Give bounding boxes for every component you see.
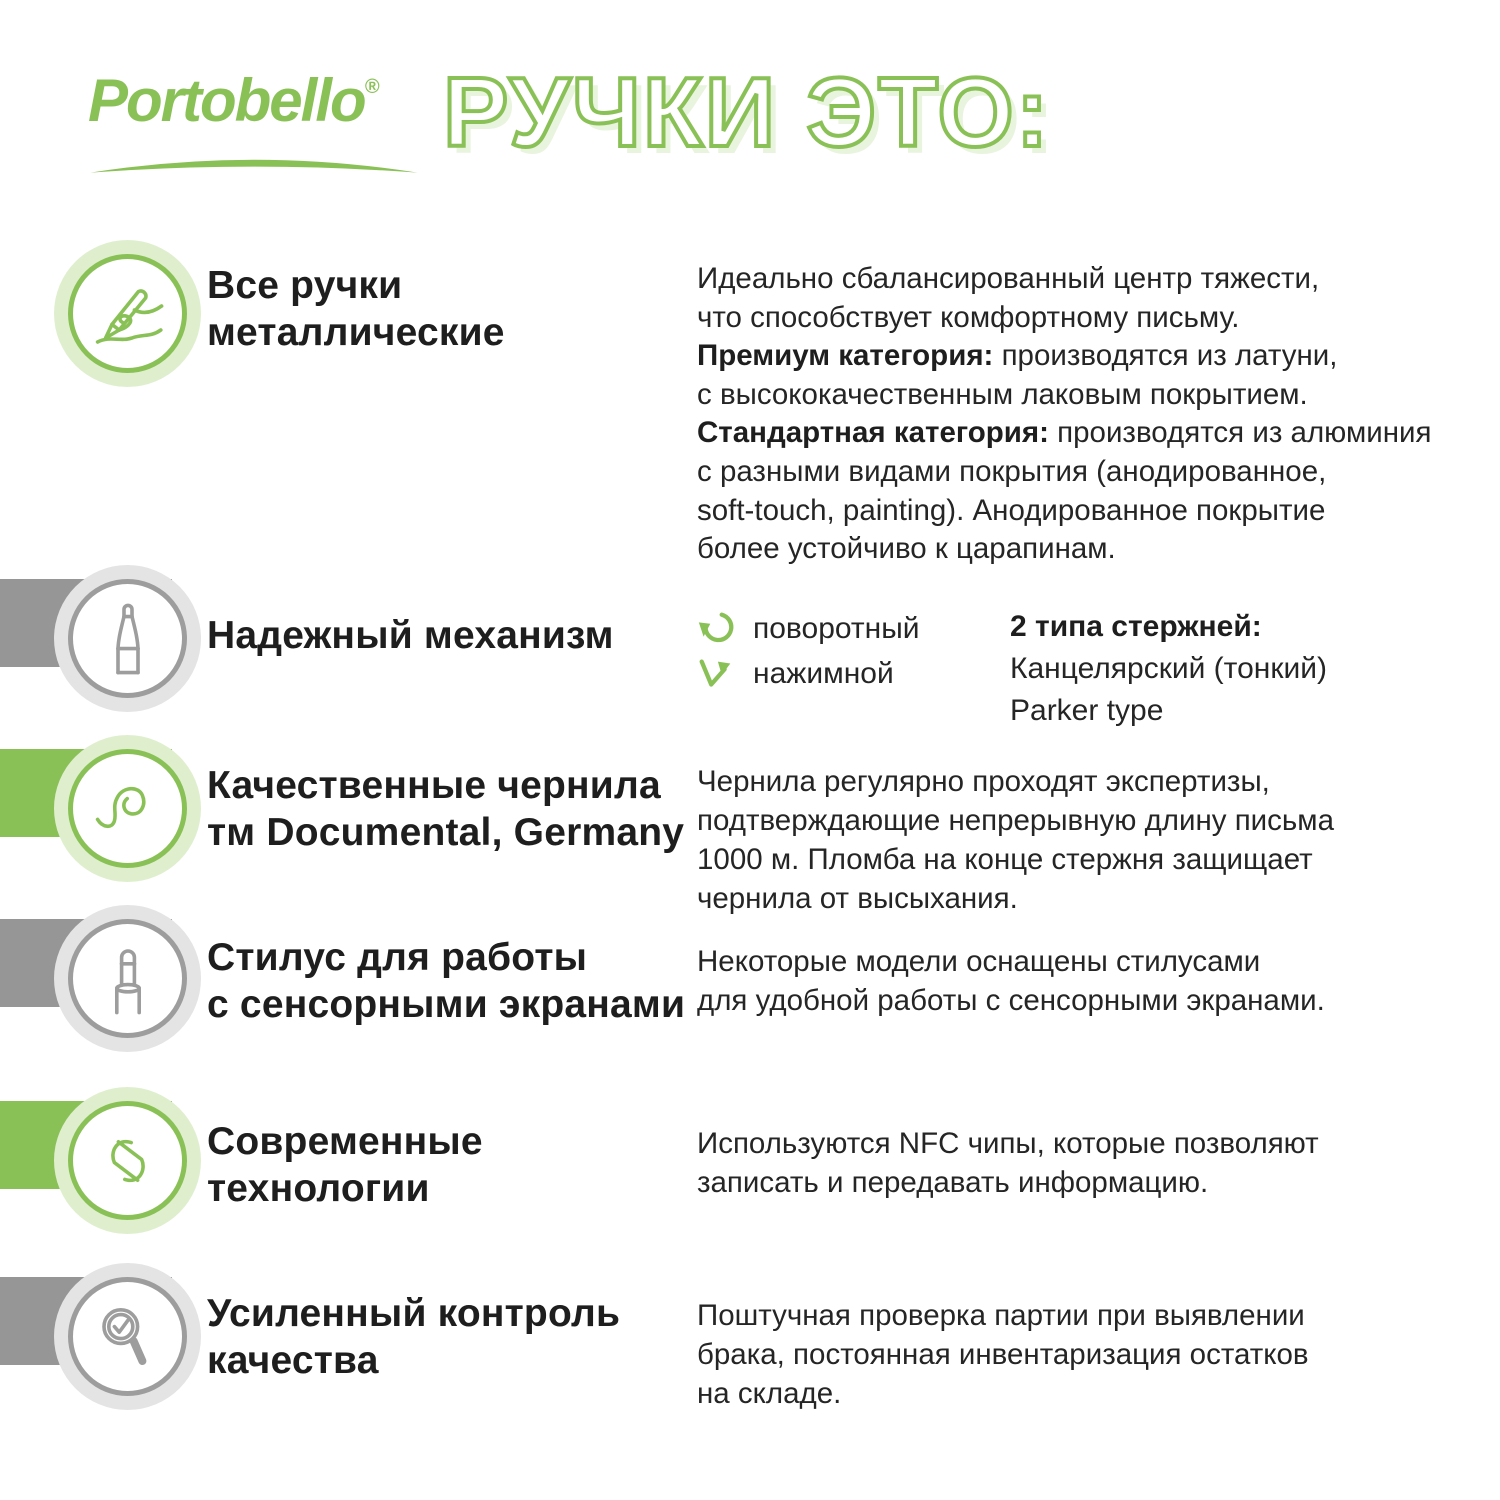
feature-description xyxy=(697,762,1334,918)
feature-title-line: тм Documental, Germany xyxy=(207,811,685,854)
writing-hand-icon xyxy=(88,274,168,354)
refill-type-item: Канцелярский (тонкий) xyxy=(1010,652,1327,685)
feature-description xyxy=(697,1296,1309,1413)
feature-title xyxy=(207,1290,620,1384)
feature-title-line: Все ручки xyxy=(207,264,403,307)
description-line: Стандартная категория: производятся из алюминия xyxy=(697,416,1432,450)
refill-type-item: Parker type xyxy=(1010,694,1164,727)
refill-types xyxy=(1010,606,1327,732)
feature-title-line: Современные xyxy=(207,1120,483,1163)
nfc-icon xyxy=(88,1121,168,1201)
icon-badge xyxy=(54,905,201,1052)
description-line: чернила от высыхания. xyxy=(697,882,1018,915)
feature-description xyxy=(697,1124,1319,1202)
feature-title xyxy=(207,934,685,1028)
feature-title-line: Стилус для работы xyxy=(207,936,588,979)
feature-title-line: качества xyxy=(207,1339,379,1382)
description-line: Поштучная проверка партии при выявлении xyxy=(697,1299,1305,1332)
feature-title-line: с сенсорными экранами xyxy=(207,983,686,1026)
description-line: Чернила регулярно проходят экспертизы, xyxy=(697,765,1270,798)
feature-title-line: Усиленный контроль xyxy=(207,1292,621,1335)
portobello-logo xyxy=(88,66,418,135)
logo-swoosh-icon xyxy=(84,154,424,180)
badge-circle xyxy=(68,1101,187,1220)
feature-title-line: технологии xyxy=(207,1167,430,1210)
pen-tip-icon xyxy=(88,599,168,679)
icon-badge xyxy=(54,735,201,882)
feature-title-line: Качественные чернила xyxy=(207,764,661,807)
description-line: более устойчиво к царапинам. xyxy=(697,532,1116,566)
mechanism-item xyxy=(695,606,920,651)
push-arrow-icon xyxy=(695,653,737,695)
badge-circle xyxy=(68,254,187,373)
badge-circle xyxy=(68,919,187,1038)
feature-title xyxy=(207,1118,483,1212)
icon-badge xyxy=(54,1087,201,1234)
feature-title xyxy=(207,612,614,659)
feature-title xyxy=(207,262,505,356)
mechanism-label: нажимной xyxy=(753,656,894,690)
description-line: на складе. xyxy=(697,1377,842,1410)
icon-badge xyxy=(54,240,201,387)
description-line: брака, постоянная инвентаризация остатков xyxy=(697,1338,1309,1371)
description-line: записать и передавать информацию. xyxy=(697,1166,1209,1199)
description-line: что способствует комфортному письму. xyxy=(697,300,1240,334)
icon-badge xyxy=(54,565,201,712)
mechanism-label: поворотный xyxy=(753,611,920,645)
registered-trademark-icon: ® xyxy=(364,76,380,98)
logo-text xyxy=(88,66,418,135)
feature-title-line: Надежный механизм xyxy=(207,614,614,657)
rotate-icon xyxy=(695,608,737,650)
description-line: soft-touch, painting). Анодированное покрытие xyxy=(697,493,1326,527)
description-line: для удобной работы с сенсорными экранами. xyxy=(697,984,1325,1017)
logo-wordmark: Portobello xyxy=(88,67,365,134)
feature-title-line: металлические xyxy=(207,311,505,354)
refill-types-heading: 2 типа стержней: xyxy=(1010,610,1262,643)
description-line: 1000 м. Пломба на конце стержня защищает xyxy=(697,843,1313,876)
mechanism-list xyxy=(695,606,920,696)
feature-description xyxy=(697,260,1431,569)
mechanism-item xyxy=(695,651,920,696)
description-line: Идеально сбалансированный центр тяжести, xyxy=(697,262,1320,295)
feature-description xyxy=(697,942,1325,1020)
page-title: РУЧКИ ЭТО: xyxy=(443,57,1051,167)
stylus-icon xyxy=(88,939,168,1019)
badge-circle xyxy=(68,579,187,698)
description-line: подтверждающие непрерывную длину письма xyxy=(697,804,1334,837)
ink-squiggle-icon xyxy=(88,769,168,849)
magnifier-check-icon xyxy=(88,1297,168,1377)
description-line: Премиум категория: производятся из латуни, xyxy=(697,339,1338,373)
badge-circle xyxy=(68,749,187,868)
description-line: Некоторые модели оснащены стилусами xyxy=(697,945,1261,978)
description-line: с высококачественным лаковым покрытием. xyxy=(697,377,1308,411)
badge-circle xyxy=(68,1277,187,1396)
icon-badge xyxy=(54,1263,201,1410)
description-line: с разными видами покрытия (анодированное, xyxy=(697,454,1327,488)
feature-title xyxy=(207,762,684,856)
description-line: Используются NFC чипы, которые позволяют xyxy=(697,1127,1319,1160)
